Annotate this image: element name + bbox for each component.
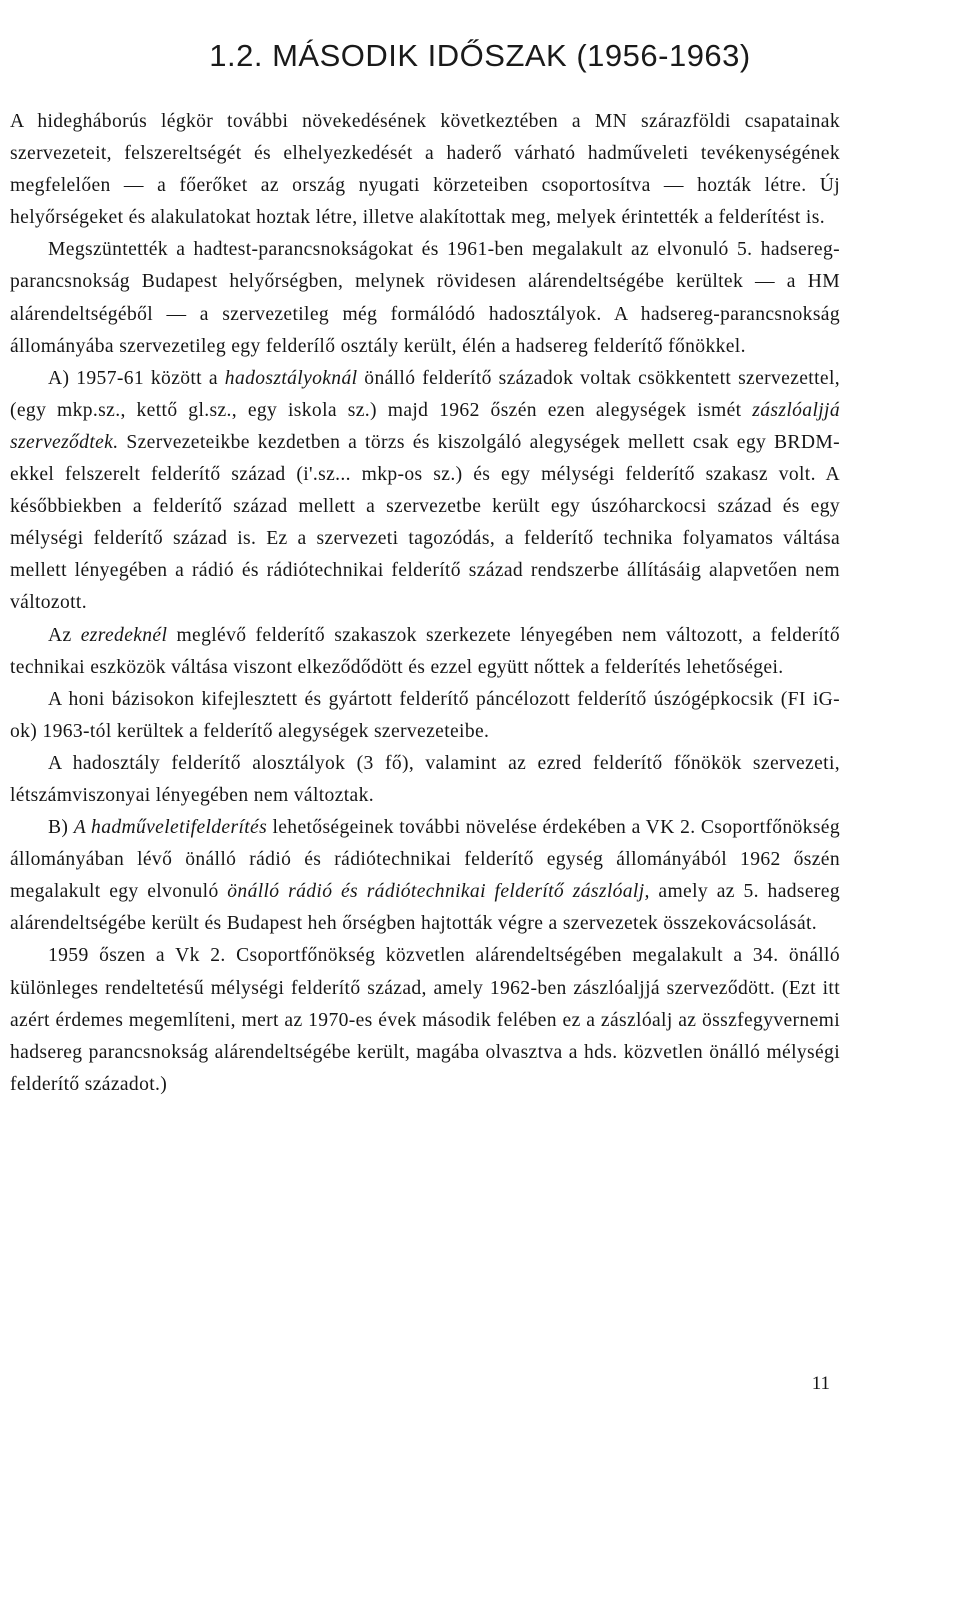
page-number: 11	[811, 1373, 830, 1394]
paragraph-2	[10, 234, 840, 362]
paragraph-text: lehetőségeinek további növelése érdekében a VK 2. Csoportfőnökség állományában lévő önálló rádió és rádiótechnikai felderítő egység állományából 1962 őszén megalakult egy elvonuló	[10, 817, 840, 903]
paragraph-6	[10, 748, 840, 812]
paragraph-text: meglévő felderítő szakaszok szerkezete lényegében nem változott, a felderítő technikai eszközök váltása viszont elkeződődött és ezzel együtt nőttek a felderítés lehetőségei.	[10, 624, 841, 678]
section-heading: 1.2. MÁSODIK IDŐSZAK (1956-1963)	[209, 38, 751, 73]
paragraph-1	[10, 106, 840, 234]
italic-term: önálló rádió és rádiótechnikai felderítő zászlóalj,	[227, 881, 650, 903]
paragraph-3	[10, 363, 840, 620]
paragraph-5	[10, 684, 840, 748]
italic-term: hadosztályoknál	[224, 367, 358, 389]
paragraph-text: A hidegháborús légkör további növekedésének következtében a MN szárazföldi csapatainak szervezeteit, felszereltségét és elhelyezkedését a haderő várható hadműveleti tevékenységének megfelelően — a főerőket az ország nyugati körzeteiben csoportosítva — hozták létre. Új helyőrségeket és alakulatokat hoztak létre, illetve alakítottak meg, melyek érintették a felderítést is.	[10, 111, 840, 229]
paragraph-text: Megszüntették a hadtest-parancsnokságokat és 1961-ben megalakult az elvonuló 5. hadsereg-parancsnokság Budapest helyőrségben, melynek rövidesen alárendeltségébe kerültek — a HM alárendeltségéből — a szervezetileg még formálódó hadosztályok. A hadsereg-parancsnokság állományába szervezetileg egy felderílő osztály került, élén a hadsereg felderítő főnökkel.	[10, 239, 840, 357]
paragraph-4	[10, 620, 840, 684]
paragraph-7	[10, 812, 840, 940]
paragraph-text: Szervezeteikbe kezdetben a törzs és kiszolgáló alegységek mellett csak egy BRDM-ekkel felszerelt felderítő század (i'.sz... mkp-os sz.) és egy mélységi felderítő szakasz volt. A későbbiekben a felderítő század mellett a szervezetbe került egy úszóharckocsi század és egy mélységi felderítő század is. Ez a szervezeti tagozódás, a felderítő technika folyamatos váltása mellett lényegében a rádió és rádiótechnikai felderítő század rendszerbe állításáig alapvetően nem változott.	[10, 431, 840, 614]
italic-term: zászlóaljjá szerveződtek.	[10, 399, 840, 453]
paragraph-text: A) 1957-61 között a	[48, 367, 225, 389]
paragraph-text: A hadosztály felderítő alosztályok (3 fő), valamint az ezred felderítő főnökök szervezeti, létszámviszonyai lényegében nem változtak.	[10, 752, 840, 806]
paragraph-text: önálló felderítő századok voltak csökkentett szervezettel, (egy mkp.sz., kettő gl.sz., egy iskola sz.) majd 1962 őszén ezen alegységek ismét	[10, 367, 840, 421]
body-text	[10, 106, 840, 1101]
paragraph-8	[10, 940, 840, 1100]
paragraph-text: Az	[48, 624, 81, 646]
italic-term: ezredeknél	[80, 624, 168, 646]
paragraph-text: A honi bázisokon kifejlesztett és gyártott felderítő páncélozott felderítő úszógépkocsik (FI iG-ok) 1963-tól kerültek a felderítő alegységek szervezeteibe.	[10, 688, 840, 742]
italic-term: A hadműveletifelderítés	[73, 817, 268, 839]
paragraph-text: B)	[48, 817, 74, 839]
paragraph-text: amely az 5. hadsereg alárendeltségébe került és Budapest heh őrségben hajtották végre a szervezetek összekovácsolását.	[10, 881, 840, 935]
paragraph-text: 1959 őszen a Vk 2. Csoportfőnökség közvetlen alárendeltségében megalakult a 34. önálló különleges rendeltetésű mélységi felderítő század, amely 1962-ben zászlóaljjá szerveződött. (Ezt itt azért érdemes megemlíteni, mert az 1970-es évek második felében ez a zászlóalj az összfegyvernemi hadsereg parancsnokság alárendeltségébe került, magába olvasztva a hds. közvetlen önálló mélységi felderítő századot.)	[10, 945, 840, 1095]
